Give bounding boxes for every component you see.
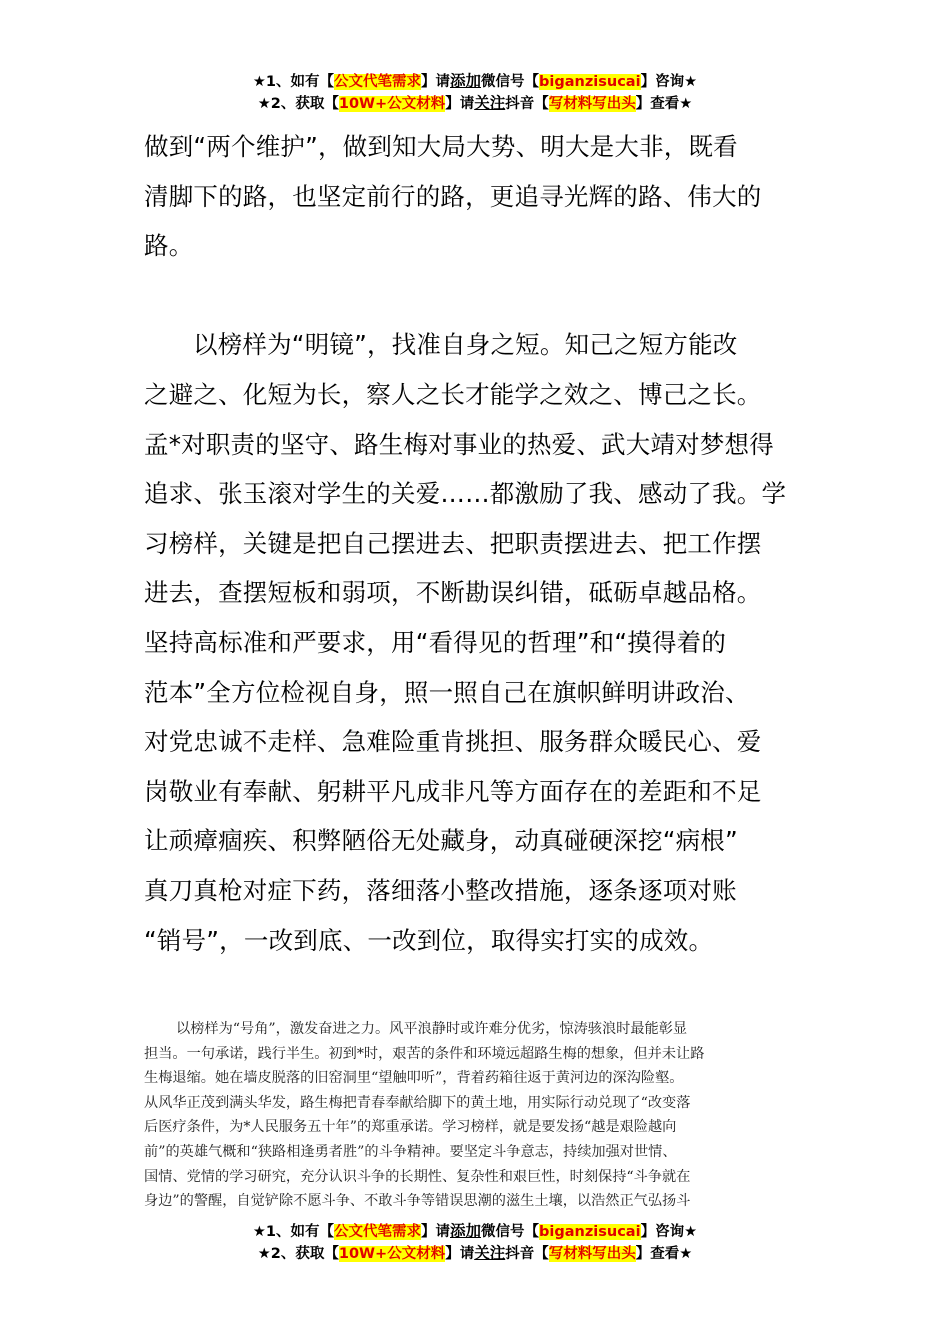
- body-line: 岗敬业有奉献、躬耕平凡成非凡等方面存在的差距和不足: [144, 776, 762, 806]
- body-line: 让顽瘴痼疾、积弊陋俗无处藏身，动真碰硬深挖“病根”: [144, 826, 738, 856]
- body-line: 进去，查摆短板和弱项，不断勘误纠错，砥砺卓越品格。: [144, 578, 762, 608]
- banner-text: ★1、如有【: [252, 1224, 334, 1240]
- banner-text: 】咨询★: [640, 1224, 698, 1240]
- body-line: 之避之、化短为长，察人之长才能学之效之、博己之长。: [144, 379, 762, 409]
- body-line: 追求、张玉滚对学生的关爱……都激励了我、感动了我。学: [144, 479, 787, 509]
- banner-text: 】查看★: [635, 1246, 693, 1262]
- banner-text: 】查看★: [635, 96, 693, 112]
- banner-highlight: 10W+公文材料: [338, 1246, 446, 1262]
- small-line: 国情、党情的学习研究，充分认识斗争的长期性、复杂性和艰巨性，时刻保持“斗争就在: [144, 1168, 691, 1185]
- small-line: 以榜样为“号角”，激发奋进之力。风平浪静时或许难分优劣，惊涛骇浪时最能彰显: [176, 1021, 688, 1037]
- banner-text: 抖音【: [505, 96, 549, 112]
- small-line: 担当。一句承诺，践行半生。初到*时，艰苦的条件和环境远超路生梅的想象，但并未让路: [144, 1045, 705, 1062]
- banner-highlight: biganzisucai: [539, 1224, 641, 1240]
- banner-highlight: 公文代笔需求: [334, 74, 421, 90]
- banner-highlight: 写材料写出头: [548, 96, 636, 112]
- banner-highlight: biganzisucai: [539, 74, 641, 90]
- body-line: “销号”，一改到底、一改到位，取得实打实的成效。: [144, 925, 714, 955]
- banner-text: 】请: [421, 1224, 450, 1240]
- banner-text: 微信号【: [481, 1224, 540, 1240]
- banner-text: ★2、获取【: [257, 1246, 339, 1262]
- banner-text: 抖音【: [505, 1246, 549, 1262]
- banner-highlight: 公文代笔需求: [334, 1224, 421, 1240]
- body-line: 对党忠诚不走样、急难险重肯挑担、服务群众暖民心、爱: [144, 727, 762, 757]
- banner-highlight: 10W+公文材料: [338, 96, 446, 112]
- footer-banner: [0, 1220, 950, 1264]
- banner-line-2: [0, 92, 950, 114]
- banner-line-1: [0, 70, 950, 92]
- small-line: 生梅退缩。她在墙皮脱落的旧窑洞里“望触叩听”，背着药箱往返于黄河边的深沟险壑。: [144, 1070, 684, 1087]
- small-line: 后医疗条件，为*人民服务五十年”的郑重承诺。学习榜样，就是要发扬“越是艰险越向: [144, 1119, 677, 1136]
- banner-text: 】咨询★: [640, 74, 698, 90]
- body-line: 孟*对职责的坚守、路生梅对事业的热爱、武大靖对梦想得: [144, 429, 774, 459]
- banner-text: ★2、获取【: [257, 96, 339, 112]
- body-line: 做到“两个维护”，做到知大局大势、明大是大非，既看: [144, 132, 738, 161]
- banner-text: 微信号【: [481, 74, 540, 90]
- banner-text: ★1、如有【: [252, 74, 334, 90]
- banner-line-2: [0, 1242, 950, 1264]
- body-line: 坚持高标准和严要求，用“看得见的哲理”和“摸得着的: [144, 627, 727, 657]
- small-line: 前”的英雄气概和“狭路相逢勇者胜”的斗争精神。要坚定斗争意志，持续加强对世情、: [144, 1143, 677, 1160]
- banner-text: 】请: [445, 1246, 475, 1262]
- banner-text: 】请: [421, 74, 450, 90]
- small-body-text: [144, 1017, 814, 1214]
- body-line: 清脚下的路，也坚定前行的路，更追寻光辉的路、伟大的: [144, 181, 762, 211]
- body-line: 范本”全方位检视自身，照一照自己在旗帜鲜明讲政治、: [144, 677, 750, 707]
- main-body-text: [144, 122, 814, 965]
- banner-underline: 关注: [474, 1244, 506, 1262]
- body-line: 习榜样，关键是把自己摆进去、把职责摆进去、把工作摆: [144, 528, 762, 558]
- body-line: 真刀真枪对症下药，落细落小整改措施，逐条逐项对账: [144, 875, 737, 905]
- banner-underline: 添加: [450, 1222, 482, 1240]
- banner-line-1: [0, 1220, 950, 1242]
- body-line: 路。: [144, 231, 194, 261]
- body-line: 以榜样为“明镜”，找准自身之短。知己之短方能改: [193, 330, 738, 360]
- small-line: 身边”的警醒，自觉铲除不愿斗争、不敢斗争等错误思潮的滋生土壤，以浩然正气弘扬斗: [144, 1193, 691, 1210]
- paragraph-gap: [144, 271, 814, 321]
- banner-underline: 关注: [474, 94, 506, 112]
- banner-highlight: 写材料写出头: [548, 1246, 636, 1262]
- small-line: 从风华正茂到满头华发，路生梅把青春奉献给脚下的黄土地，用实际行动兑现了“改变落: [144, 1094, 691, 1111]
- header-banner: [0, 70, 950, 114]
- banner-text: 】请: [445, 96, 475, 112]
- banner-underline: 添加: [450, 72, 482, 90]
